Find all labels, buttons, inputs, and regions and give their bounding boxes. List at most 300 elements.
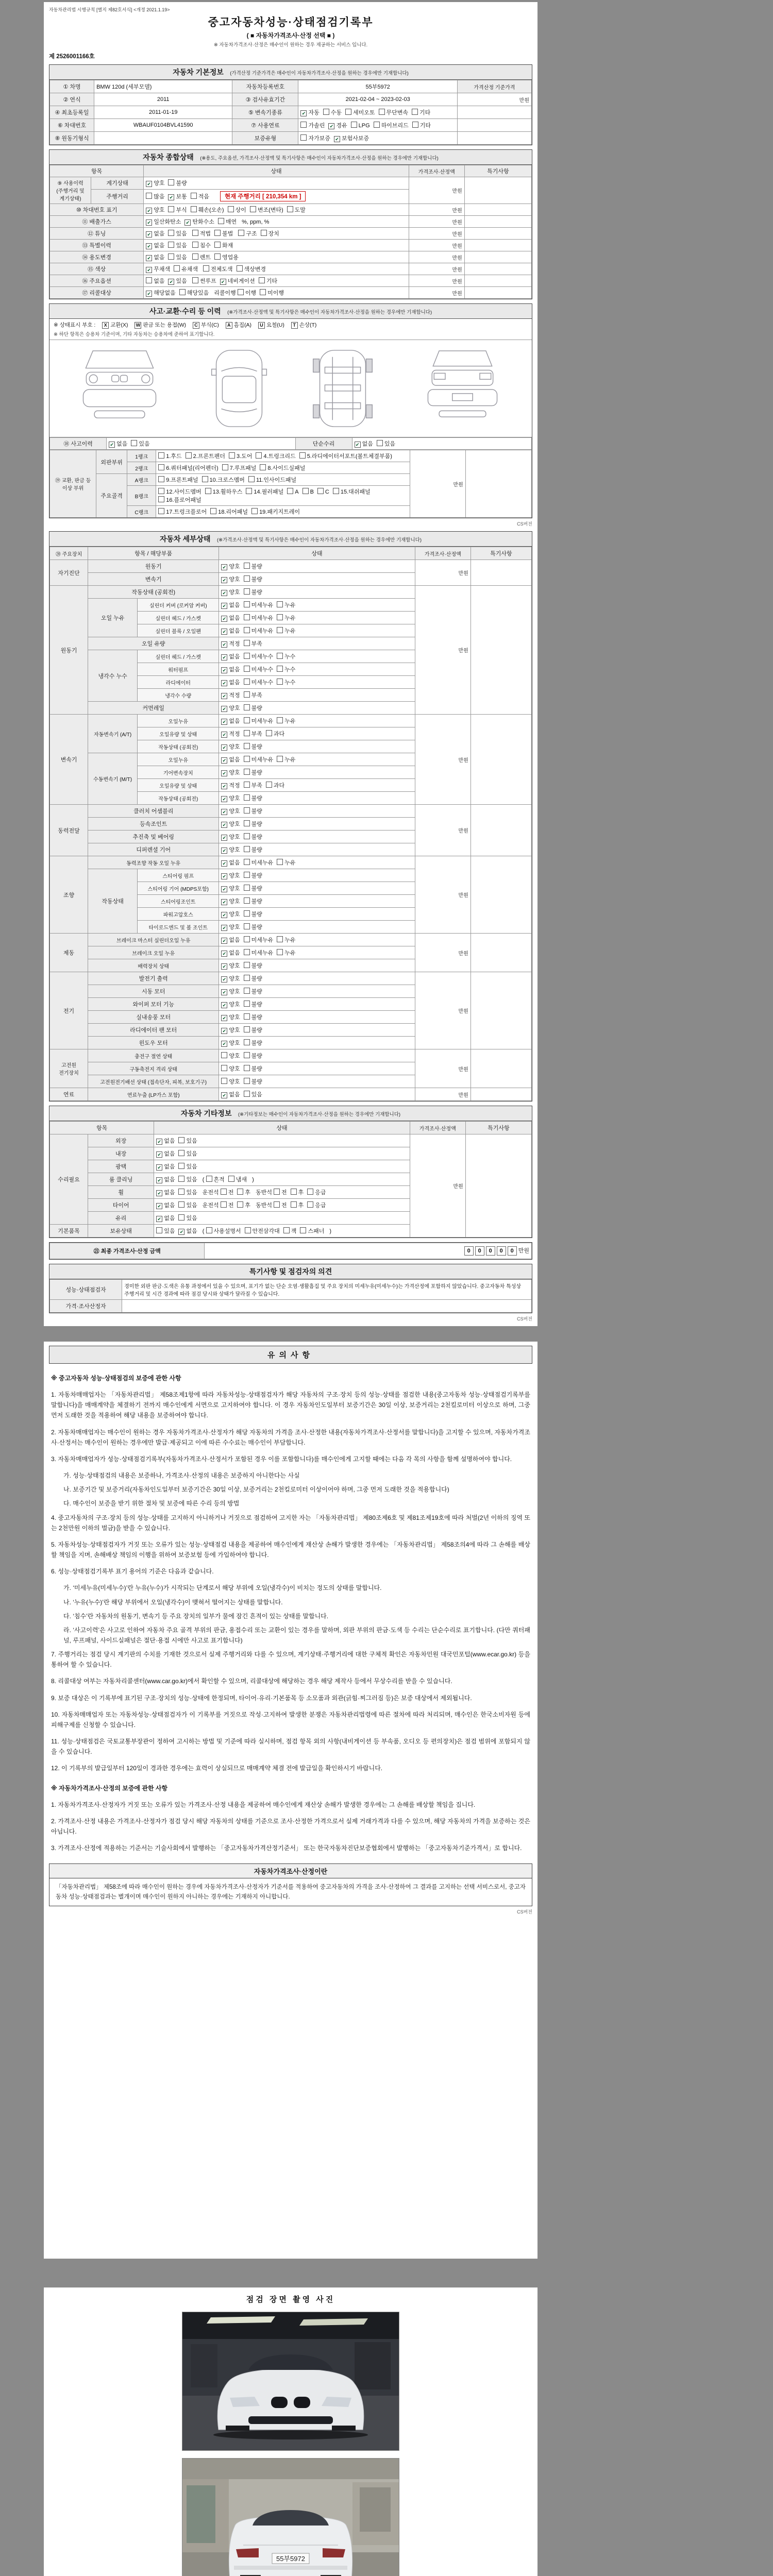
empty-box-icon	[244, 936, 250, 942]
checkbox-매연[interactable]	[218, 217, 237, 226]
checkbox-많음[interactable]	[146, 192, 164, 200]
checkbox-양호[interactable]	[221, 871, 240, 879]
checkbox-기타[interactable]	[259, 277, 277, 285]
checkbox-자가보증[interactable]	[300, 134, 330, 142]
checkbox-없음[interactable]	[146, 253, 164, 261]
value-cell	[470, 586, 531, 715]
text: 만원	[452, 291, 462, 297]
empty-box-icon	[168, 206, 174, 212]
checkbox-누유[interactable]	[277, 948, 295, 957]
checkbox-미세누유[interactable]	[244, 717, 274, 725]
checkbox-없음[interactable]	[156, 1149, 175, 1158]
checkbox-양호[interactable]	[221, 897, 240, 905]
checkbox-전[interactable]	[221, 1188, 234, 1196]
checkbox-없음[interactable]	[221, 678, 240, 686]
checkbox-있음[interactable]	[168, 253, 187, 261]
text: 경미한 외판 판금·도색은 유통 과정에서 있을 수 있으며, 표기가 없는 단순 오염·생활흠집 및 주요 장치의 미세누유(미세누수)는 가격산정에 포함하지 않았습니다. 중고자동차 특성상 주행거리 및 시간 경과에 따라 점검 당시와 상태가 달라질 수 있습니다.	[124, 1284, 522, 1297]
checkbox-양호[interactable]	[221, 961, 240, 970]
checkbox-없음[interactable]	[221, 601, 240, 609]
checkbox-이행[interactable]	[238, 289, 256, 297]
value-cell	[415, 586, 470, 715]
checkbox-있음[interactable]	[178, 1149, 197, 1158]
text: 가격·조사산정자	[65, 1303, 106, 1310]
label-cell	[50, 856, 88, 934]
checkbox-없음[interactable]	[221, 626, 240, 635]
checkbox-14.필러패널[interactable]	[246, 487, 283, 496]
empty-box-icon	[244, 859, 250, 865]
checkbox-미세누유[interactable]	[244, 858, 274, 867]
checkbox-훼손(오손)[interactable]	[191, 206, 224, 214]
checkbox-누유[interactable]	[277, 755, 295, 764]
checkbox-자동[interactable]	[300, 108, 319, 116]
checkbox-양호[interactable]	[146, 206, 164, 214]
checkbox-후[interactable]	[237, 1188, 250, 1196]
checkbox-C[interactable]	[317, 488, 329, 495]
checkbox-양호[interactable]	[221, 704, 240, 712]
checkbox-후[interactable]	[291, 1201, 304, 1209]
checkbox-불량[interactable]	[168, 179, 187, 187]
etc-info-table	[49, 1121, 532, 1238]
checkbox-누수[interactable]	[277, 665, 295, 673]
checkbox-양호[interactable]	[221, 1026, 240, 1034]
checkbox-있음[interactable]	[178, 1201, 197, 1209]
empty-box-icon	[274, 1189, 280, 1195]
empty-box-icon	[178, 1176, 184, 1182]
checkbox-전체도색[interactable]	[203, 265, 233, 273]
checkbox-미세누유[interactable]	[244, 601, 274, 609]
checkbox-안전삼각대[interactable]	[245, 1227, 280, 1235]
empty-box-icon	[379, 109, 385, 115]
checkbox-양호[interactable]	[221, 794, 240, 802]
checkbox-양호[interactable]	[221, 562, 240, 570]
main-form-panel	[44, 2, 537, 1326]
empty-box-icon	[244, 666, 250, 672]
checkbox-있음[interactable]	[377, 439, 395, 448]
checkbox-양호[interactable]	[221, 807, 240, 815]
checkbox-label: 이행	[245, 290, 257, 296]
checkbox-적정[interactable]	[221, 639, 240, 648]
checkbox-양호[interactable]	[221, 884, 240, 892]
checkbox-양호[interactable]	[221, 974, 240, 982]
checkbox-없음[interactable]	[221, 1090, 240, 1098]
checkbox-label: 불량	[251, 564, 262, 570]
checkbox-없음[interactable]	[355, 439, 373, 448]
empty-box-icon	[156, 1227, 162, 1233]
checkbox-17.트렁크플로어[interactable]	[158, 507, 207, 516]
checkbox-양호[interactable]	[221, 1013, 240, 1021]
checkbox-하이브리드[interactable]	[374, 121, 409, 129]
checkbox-미세누수[interactable]	[244, 665, 274, 673]
checkbox-없음[interactable]	[156, 1214, 175, 1222]
checkbox-전[interactable]	[221, 1201, 234, 1209]
checkbox-적음[interactable]	[191, 192, 209, 200]
checkbox-label: 불량	[251, 1002, 262, 1008]
checkbox-무채색[interactable]	[146, 265, 170, 273]
checkbox-색상변경[interactable]	[237, 265, 266, 273]
checkbox-label: 전체도색	[211, 266, 233, 273]
checkbox-양호[interactable]	[221, 833, 240, 841]
checkbox-미세누유[interactable]	[244, 936, 274, 944]
text: 워터펌프	[168, 667, 189, 673]
value-cell	[415, 1088, 470, 1101]
checkbox-있음[interactable]	[168, 277, 187, 285]
checkbox-양호[interactable]	[221, 923, 240, 931]
checkbox-적법[interactable]	[192, 229, 211, 238]
car-diagram-rear-exploded	[408, 348, 517, 429]
checkbox-없음[interactable]	[178, 1227, 197, 1235]
checkbox-탄화수소[interactable]	[184, 217, 214, 226]
checkbox-렌트[interactable]	[192, 253, 211, 261]
checkbox-불량[interactable]	[244, 1064, 262, 1073]
checkbox-적정[interactable]	[221, 691, 240, 699]
checkbox-A[interactable]	[287, 488, 298, 495]
checkbox-있음[interactable]	[156, 1227, 175, 1235]
value-cell	[219, 882, 415, 895]
checkbox-없음[interactable]	[221, 665, 240, 673]
text: ㉑ 최종 가격조사·산정 금액	[93, 1248, 161, 1255]
checkbox-양호[interactable]	[221, 1052, 240, 1060]
value-cell	[410, 450, 465, 518]
checkbox-불량[interactable]	[244, 588, 262, 596]
checkbox-없음[interactable]	[156, 1188, 175, 1196]
checkbox-label: 네비게이션	[227, 278, 255, 284]
notice-item: 2. 자동차매매업자는 매수인이 원하는 경우 자동차가격조사·산정자가 해당 자동차의 가격을 조사·산정한 내용(자동차가격조사·산정서를 말합니다)을 고지할 수 있으며, 자동차가격조사·산정서는 매수인이 원하는 경우에만 발급·제공되고 이에 따른 수수료는 매수인이 부담합니다.	[51, 1428, 530, 1446]
checkbox-18.리어패널[interactable]	[210, 507, 248, 516]
empty-box-icon	[256, 452, 262, 459]
checkbox-네비게이션[interactable]	[220, 277, 255, 285]
checkbox-보통[interactable]	[168, 192, 187, 200]
checkbox-label: 있음	[139, 441, 150, 447]
text: 배력장치 상태	[138, 963, 170, 970]
checkbox-침수[interactable]	[192, 241, 211, 249]
notice-item: 8. 리콜대상 여부는 자동차리콜센터(www.car.go.kr)에서 확인할 수 있으며, 리콜대상에 해당하는 경우 해당 제작사 등에서 무상수리를 받을 수 있습니다.	[51, 1677, 452, 1685]
checkbox-양호[interactable]	[221, 1064, 240, 1073]
checkbox-전[interactable]	[274, 1201, 287, 1209]
checkbox-누유[interactable]	[277, 614, 295, 622]
checkbox-누유[interactable]	[277, 717, 295, 725]
checkbox-없음[interactable]	[221, 755, 240, 764]
checkbox-양호[interactable]	[221, 1077, 240, 1086]
checkbox-19.패키지트레이[interactable]	[251, 507, 300, 516]
text: 추진축 및 베어링	[132, 834, 174, 840]
final-table	[49, 1243, 532, 1259]
checkbox-불량[interactable]	[244, 794, 262, 802]
checkbox-없음[interactable]	[156, 1162, 175, 1171]
checkbox-불량[interactable]	[244, 987, 262, 995]
checkbox-없음[interactable]	[146, 241, 164, 249]
checkbox-16.플로어패널[interactable]	[158, 496, 201, 504]
checkbox-상이[interactable]	[228, 206, 246, 214]
text: 만원	[458, 828, 468, 834]
checkbox-유채색[interactable]	[174, 265, 198, 273]
label-cell	[88, 972, 219, 985]
checkbox-불량[interactable]	[244, 820, 262, 828]
checkbox-불량[interactable]	[244, 704, 262, 712]
value-cell	[156, 506, 410, 518]
checkbox-적정[interactable]	[221, 730, 240, 738]
checkbox-도말[interactable]	[287, 206, 306, 214]
checkbox-2.프론트펜더[interactable]	[186, 452, 225, 460]
checkbox-없음[interactable]	[221, 652, 240, 660]
checkbox-불량[interactable]	[244, 974, 262, 982]
checkbox-누수[interactable]	[277, 652, 295, 660]
checkbox-있음[interactable]	[178, 1214, 197, 1222]
checkbox-label: 있음	[186, 1190, 197, 1196]
checkbox-없음[interactable]	[109, 439, 127, 448]
checkbox-양호[interactable]	[221, 588, 240, 596]
detail-state-section	[49, 531, 532, 1101]
checkbox-양호[interactable]	[221, 768, 240, 776]
checkbox-11.인사이드패널[interactable]	[248, 476, 296, 484]
label-cell	[50, 805, 88, 856]
checkbox-label: 수동	[330, 110, 342, 116]
checkbox-냄새[interactable]	[228, 1175, 247, 1183]
checkbox-10.크로스멤버[interactable]	[202, 476, 245, 484]
checkbox-없음[interactable]	[221, 717, 240, 725]
checked-box-icon: ✔	[221, 654, 227, 660]
checkbox-label: 해당없음	[154, 290, 176, 296]
label-cell	[409, 165, 464, 177]
checkbox-부족[interactable]	[244, 781, 262, 789]
checkbox-양호[interactable]	[221, 1000, 240, 1008]
checkbox-일산화탄소[interactable]	[146, 217, 181, 226]
checkbox-있음[interactable]	[178, 1162, 197, 1171]
checkbox-8.사이드실패널[interactable]	[260, 464, 305, 472]
checkbox-후[interactable]	[237, 1201, 250, 1209]
checkbox-불량[interactable]	[244, 961, 262, 970]
checkbox-양호[interactable]	[221, 910, 240, 918]
label-cell	[138, 599, 219, 612]
checkbox-수동[interactable]	[323, 108, 342, 116]
checkbox-부족[interactable]	[244, 691, 262, 699]
checkbox-누유[interactable]	[277, 626, 295, 635]
checkbox-있음[interactable]	[168, 241, 187, 249]
checkbox-있음[interactable]	[244, 1090, 262, 1098]
checkbox-불량[interactable]	[244, 807, 262, 815]
value-cell	[144, 263, 409, 275]
checkbox-양호[interactable]	[146, 179, 164, 187]
checkbox-양호[interactable]	[221, 742, 240, 751]
text: 실린더 헤드 / 가스켓	[155, 654, 201, 660]
checkbox-불량[interactable]	[244, 897, 262, 905]
checkbox-불량[interactable]	[244, 1077, 262, 1086]
checkbox-label: 안전삼각대	[252, 1228, 280, 1234]
checkbox-해당있음[interactable]	[179, 289, 209, 297]
checkbox-양호[interactable]	[221, 845, 240, 854]
checked-box-icon: ✔	[221, 603, 227, 609]
checkbox-미세누유[interactable]	[244, 948, 274, 957]
checkbox-불량[interactable]	[244, 871, 262, 879]
checkbox-세미오토[interactable]	[345, 108, 375, 116]
checkbox-불량[interactable]	[244, 833, 262, 841]
checkbox-부족[interactable]	[244, 730, 262, 738]
checkbox-불법[interactable]	[214, 229, 233, 238]
checkbox-적정[interactable]	[221, 781, 240, 789]
checkbox-미세누유[interactable]	[244, 614, 274, 622]
checkbox-있음[interactable]	[178, 1188, 197, 1196]
checkbox-LPG[interactable]	[351, 122, 370, 129]
text: (	[200, 1228, 206, 1234]
checkbox-양호[interactable]	[221, 575, 240, 583]
checkbox-불량[interactable]	[244, 562, 262, 570]
checkbox-있음[interactable]	[131, 439, 149, 448]
checkbox-label: 없음	[229, 654, 240, 660]
text: 브레이크 마스터 실린더오일 누유	[116, 938, 191, 944]
checkbox-15.대쉬패널[interactable]	[333, 487, 371, 496]
checkbox-label: 탄화수소	[192, 219, 214, 225]
checkbox-전[interactable]	[274, 1188, 287, 1196]
checkbox-미세누유[interactable]	[244, 755, 274, 764]
checkbox-label: 기타	[419, 110, 431, 116]
value-cell	[154, 1199, 410, 1212]
opinion-section	[49, 1264, 532, 1313]
empty-box-icon	[283, 1227, 290, 1233]
checkbox-불량[interactable]	[244, 1013, 262, 1021]
label-cell	[144, 165, 409, 177]
checkbox-가솔린[interactable]	[300, 121, 325, 129]
label-cell	[50, 228, 144, 240]
empty-box-icon	[277, 601, 283, 607]
checkbox-없음[interactable]	[221, 614, 240, 622]
opinion-table	[49, 1279, 532, 1313]
checkbox-label: 없음	[229, 1092, 240, 1098]
checkbox-불량[interactable]	[244, 1000, 262, 1008]
checkbox-불량[interactable]	[244, 768, 262, 776]
version-tag: CS버전	[517, 521, 532, 527]
checkbox-누유[interactable]	[277, 936, 295, 944]
checkbox-부족[interactable]	[244, 639, 262, 648]
checkbox-불량[interactable]	[244, 1026, 262, 1034]
checked-box-icon: ✔	[221, 989, 227, 995]
checkbox-9.프론트패널[interactable]	[158, 476, 198, 484]
value-cell	[470, 1088, 531, 1101]
checkbox-없음[interactable]	[221, 948, 240, 957]
checkbox-스패너[interactable]	[300, 1227, 324, 1235]
value-cell	[219, 650, 415, 663]
value-cell	[144, 204, 409, 216]
checkbox-불량[interactable]	[244, 884, 262, 892]
checkbox-불량[interactable]	[244, 910, 262, 918]
checked-box-icon: ✔	[109, 442, 115, 448]
empty-box-icon	[300, 1227, 306, 1233]
checkbox-양호[interactable]	[221, 820, 240, 828]
empty-box-icon	[300, 122, 307, 128]
checkbox-B[interactable]	[303, 488, 314, 495]
checkbox-있음[interactable]	[168, 229, 187, 238]
text: 만원	[458, 571, 468, 577]
checkbox-불량[interactable]	[244, 1039, 262, 1047]
checkbox-보험사보증[interactable]	[334, 134, 369, 142]
text: 작동상태	[102, 899, 124, 905]
label-cell	[88, 599, 138, 637]
checkbox-미세누유[interactable]	[244, 626, 274, 635]
checkbox-label: 미세누유	[251, 602, 274, 608]
checkbox-없음[interactable]	[156, 1137, 175, 1145]
checkbox-잭[interactable]	[283, 1227, 297, 1235]
checkbox-양호[interactable]	[221, 987, 240, 995]
text: 라디에이터 팬 모터	[130, 1027, 177, 1033]
checkbox-미세누수[interactable]	[244, 652, 274, 660]
checkbox-label: 불량	[251, 976, 262, 982]
checkbox-없음[interactable]	[221, 858, 240, 867]
checkbox-누유[interactable]	[277, 601, 295, 609]
checkbox-있음[interactable]	[178, 1137, 197, 1145]
checkbox-해당없음[interactable]	[146, 289, 176, 297]
checkbox-누유[interactable]	[277, 858, 295, 867]
label-cell	[88, 547, 219, 560]
checkbox-불량[interactable]	[244, 1052, 262, 1060]
checked-box-icon: ✔	[221, 783, 227, 789]
checkbox-4.트렁크리드[interactable]	[256, 452, 295, 460]
empty-box-icon	[244, 885, 250, 891]
checkbox-기타[interactable]	[412, 121, 431, 129]
checkbox-부식[interactable]	[168, 206, 187, 214]
checkbox-썬루프[interactable]	[192, 277, 216, 285]
checkbox-사용설명서[interactable]	[206, 1227, 241, 1235]
checkbox-미세누수[interactable]	[244, 678, 274, 686]
checkbox-불량[interactable]	[244, 742, 262, 751]
value-cell	[219, 573, 415, 586]
checkbox-없음[interactable]	[156, 1175, 175, 1183]
checkbox-없음[interactable]	[146, 277, 164, 285]
checkbox-경유[interactable]	[328, 121, 347, 129]
checkbox-6.쿼터패널(리어펜더)[interactable]	[158, 464, 219, 472]
checkbox-없음[interactable]	[146, 229, 164, 238]
checkbox-기타[interactable]	[412, 108, 430, 116]
checkbox-불량[interactable]	[244, 845, 262, 854]
checkbox-5.라디에이터서포트(볼트체결부품)[interactable]	[299, 452, 392, 460]
checkbox-화재[interactable]	[214, 241, 233, 249]
checkbox-응급[interactable]	[307, 1188, 326, 1196]
checkbox-label: 누유	[284, 860, 296, 866]
checkbox-1.후드[interactable]	[158, 452, 181, 460]
checkbox-누수[interactable]	[277, 678, 295, 686]
checkbox-응급[interactable]	[307, 1201, 326, 1209]
checkbox-label: 6.쿼터패널(리어펜더)	[166, 465, 219, 471]
value-cell	[154, 1147, 410, 1160]
checkbox-불량[interactable]	[244, 923, 262, 931]
checkbox-label: 누유	[284, 628, 296, 634]
text: ⑫ 튜닝	[87, 231, 106, 237]
label-cell	[232, 80, 298, 93]
checkbox-13.휠하우스[interactable]	[205, 487, 243, 496]
value-cell	[409, 287, 464, 299]
checkbox-과다[interactable]	[266, 730, 284, 738]
checkbox-구조[interactable]	[238, 229, 257, 238]
checkbox-미이행[interactable]	[260, 289, 284, 297]
checkbox-없음[interactable]	[156, 1201, 175, 1209]
checkbox-12.사이드멤버[interactable]	[158, 487, 201, 496]
checkbox-장치[interactable]	[261, 229, 279, 238]
checkbox-불량[interactable]	[244, 575, 262, 583]
checkbox-있음[interactable]	[178, 1175, 197, 1183]
checkbox-label: 적정	[229, 641, 240, 647]
checkbox-영업용[interactable]	[214, 253, 239, 261]
value-cell	[457, 106, 531, 119]
checkbox-label: 있음	[176, 231, 187, 237]
checkbox-변조(변타)[interactable]	[250, 206, 283, 214]
checkbox-없음[interactable]	[221, 936, 240, 944]
checkbox-3.도어[interactable]	[229, 452, 252, 460]
checkbox-양호[interactable]	[221, 1039, 240, 1047]
checkbox-무단변속[interactable]	[379, 108, 409, 116]
checkbox-후[interactable]	[291, 1188, 304, 1196]
checkbox-7.루프패널[interactable]	[222, 464, 257, 472]
checkbox-흔적[interactable]	[206, 1175, 225, 1183]
empty-box-icon	[277, 756, 283, 762]
text: 만원	[519, 97, 529, 104]
checkbox-과다[interactable]	[266, 781, 284, 789]
